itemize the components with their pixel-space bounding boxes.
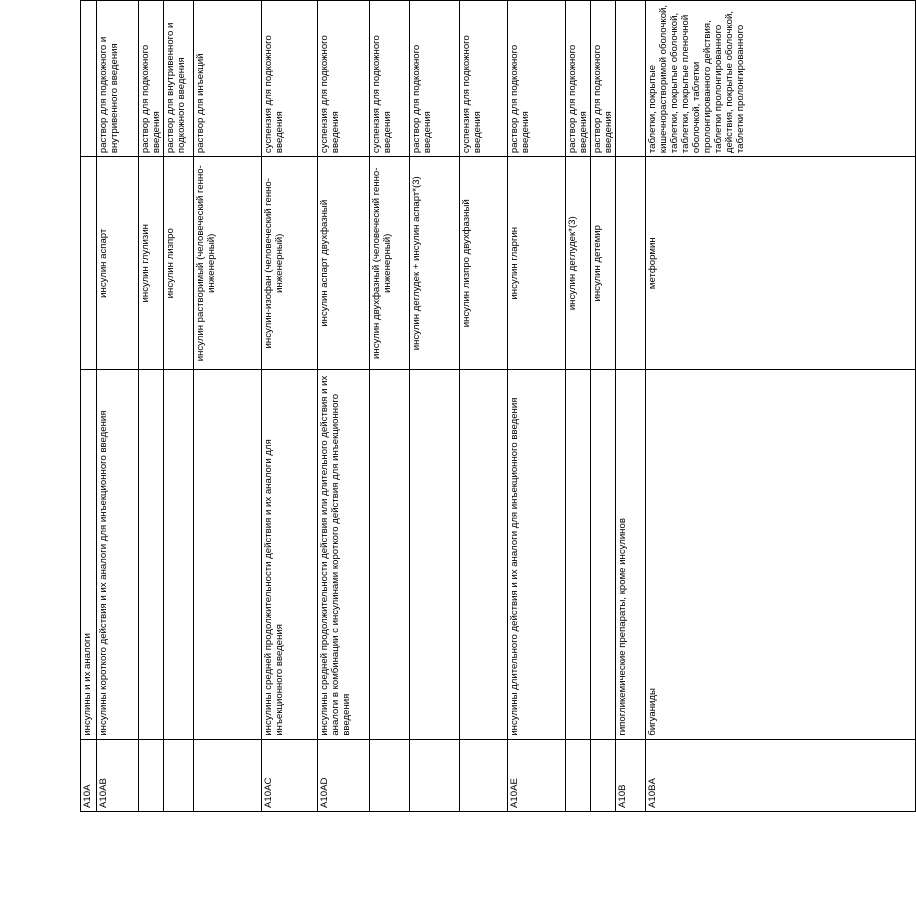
dosage-form-cell: [81, 1, 97, 157]
table-row: [262, 1, 318, 812]
dosage-form-cell: суспензия для подкожного введения: [370, 1, 410, 157]
anatomical-therapeutic-group-cell: [566, 370, 591, 739]
drug-name-cell: инсулин аспарт: [97, 157, 139, 370]
atc-code-cell: A10BA: [646, 739, 916, 811]
dosage-form-cell: раствор для подкожного введения: [566, 1, 591, 157]
atc-code-cell: [410, 739, 460, 811]
dosage-form-cell: раствор для инъекций: [194, 1, 262, 157]
anatomical-therapeutic-group-cell: инсулины короткого действия и их аналоги для инъекционного введения: [97, 370, 139, 739]
drug-name-cell: инсулин детемир: [591, 157, 616, 370]
table-row: [97, 1, 139, 812]
atc-code-cell: A10AE: [508, 739, 566, 811]
table-row: [139, 1, 164, 812]
rotated-page-content: [80, 0, 746, 812]
dosage-form-cell: раствор для подкожного введения: [508, 1, 566, 157]
anatomical-therapeutic-group-cell: инсулины средней продолжительности действия или длительного действия и их аналоги в комбинации с инсулинами короткого действия для инъекционного введения: [318, 370, 370, 739]
anatomical-therapeutic-group-cell: [591, 370, 616, 739]
dosage-form-cell: раствор для подкожного введения: [139, 1, 164, 157]
table-row: [410, 1, 460, 812]
table-row: [566, 1, 591, 812]
dosage-form-cell: раствор для внутривенного и подкожного введения: [164, 1, 194, 157]
dosage-form-cell: раствор для подкожного введения: [591, 1, 616, 157]
dosage-form-cell: суспензия для подкожного введения: [262, 1, 318, 157]
dosage-form-cell: суспензия для подкожного введения: [318, 1, 370, 157]
table-row: [194, 1, 262, 812]
drug-name-cell: инсулин двухфазный (человеческий генно-инженерный): [370, 157, 410, 370]
drug-name-cell: инсулин глулизин: [139, 157, 164, 370]
anatomical-therapeutic-group-cell: [410, 370, 460, 739]
drug-name-cell: инсулин лизпро: [164, 157, 194, 370]
dosage-form-cell: раствор для подкожного и внутривенного введения: [97, 1, 139, 157]
anatomical-therapeutic-group-cell: инсулины и их аналоги: [81, 370, 97, 739]
drug-name-cell: инсулин растворимый (человеческий генно-инженерный): [194, 157, 262, 370]
anatomical-therapeutic-group-cell: [194, 370, 262, 739]
atc-code-cell: A10B: [616, 739, 646, 811]
drug-name-cell: инсулин деглудек + инсулин аспарт*(3): [410, 157, 460, 370]
drug-name-cell: [81, 157, 97, 370]
drug-name-cell: инсулин гларгин: [508, 157, 566, 370]
table-row: [616, 1, 646, 812]
anatomical-therapeutic-group-cell: [164, 370, 194, 739]
anatomical-therapeutic-group-cell: бигуаниды: [646, 370, 916, 739]
drug-name-cell: инсулин-изофан (человеческий генно-инженерный): [262, 157, 318, 370]
drug-name-cell: инсулин аспарт двухфазный: [318, 157, 370, 370]
atc-code-cell: A10AD: [318, 739, 370, 811]
anatomical-therapeutic-group-cell: [139, 370, 164, 739]
drug-name-cell: [616, 157, 646, 370]
dosage-form-cell: раствор для подкожного введения: [410, 1, 460, 157]
anatomical-therapeutic-group-cell: инсулины длительного действия и их аналоги для инъекционного введения: [508, 370, 566, 739]
drug-name-cell: инсулин деглудек*(3): [566, 157, 591, 370]
drug-classification-table: [80, 0, 916, 812]
drug-name-cell: метформин: [646, 157, 916, 370]
atc-code-cell: [460, 739, 508, 811]
anatomical-therapeutic-group-cell: инсулины средней продолжительности действия и их аналоги для инъекционного введения: [262, 370, 318, 739]
table-row: [370, 1, 410, 812]
dosage-form-cell: суспензия для подкожного введения: [460, 1, 508, 157]
atc-code-cell: [566, 739, 591, 811]
atc-code-cell: [370, 739, 410, 811]
table-row: [591, 1, 616, 812]
drug-name-cell: инсулин лизпро двухфазный: [460, 157, 508, 370]
atc-code-cell: [164, 739, 194, 811]
anatomical-therapeutic-group-cell: [460, 370, 508, 739]
atc-code-cell: [194, 739, 262, 811]
table-row: [460, 1, 508, 812]
table-row: [646, 1, 916, 812]
table-row: [81, 1, 97, 812]
table-row: [164, 1, 194, 812]
atc-code-cell: A10AC: [262, 739, 318, 811]
atc-code-cell: A10AB: [97, 739, 139, 811]
dosage-form-cell: [616, 1, 646, 157]
atc-code-cell: A10A: [81, 739, 97, 811]
atc-code-cell: [139, 739, 164, 811]
anatomical-therapeutic-group-cell: [370, 370, 410, 739]
dosage-form-cell: таблетки, покрытые кишечнорастворимой оболочкой, таблетки, покрытые оболочкой, таблетки, покрытые пленочной оболочкой, таблетки пролонгированного действия, таблетки пролонгированного действия, покрытые оболочкой, таблетки пролонгированного: [646, 1, 916, 157]
atc-code-cell: [591, 739, 616, 811]
table-row: [318, 1, 370, 812]
anatomical-therapeutic-group-cell: гипогликемические препараты, кроме инсулинов: [616, 370, 646, 739]
table-row: [508, 1, 566, 812]
